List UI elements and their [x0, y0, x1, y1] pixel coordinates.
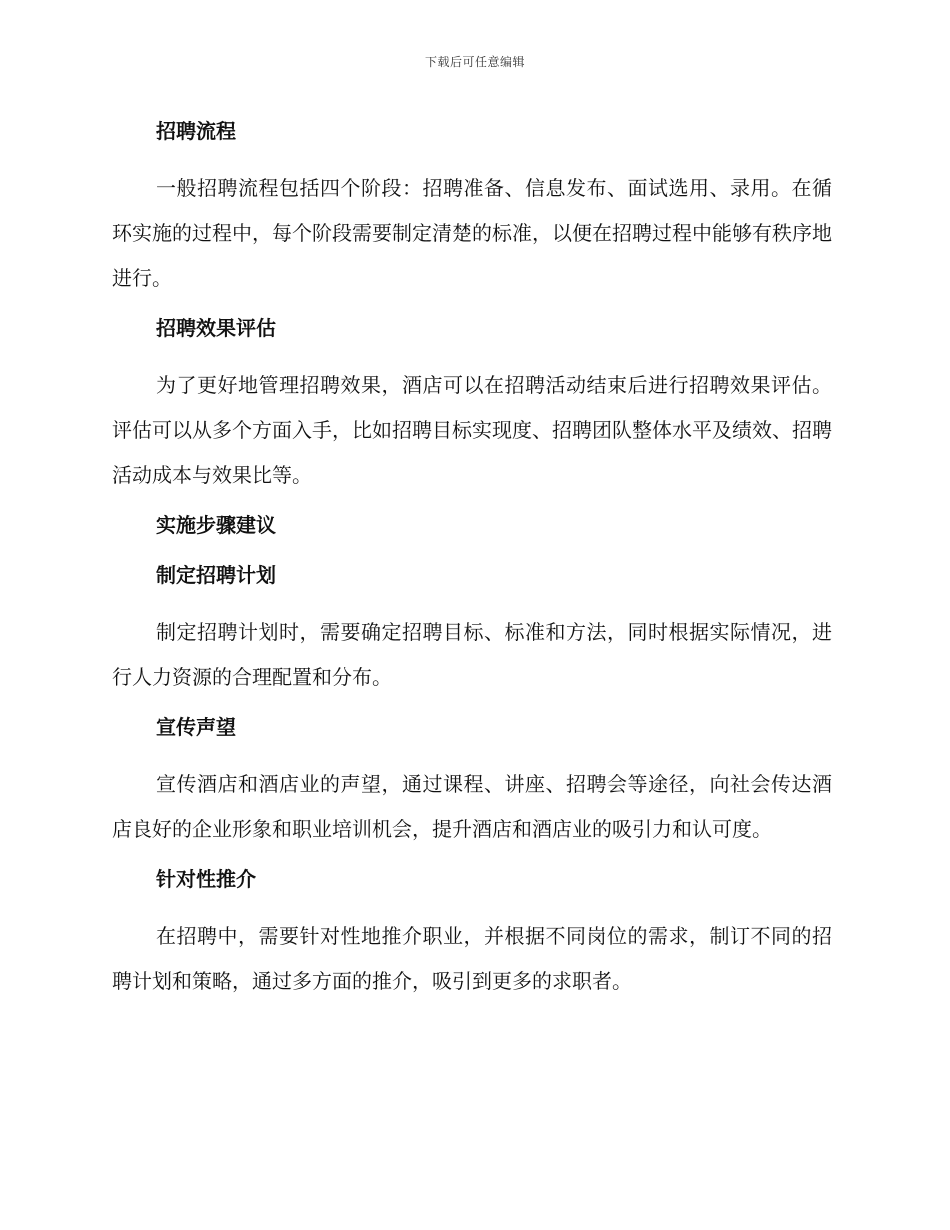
- section-paragraph-recruitment-plan: 制定招聘计划时，需要确定招聘目标、标准和方法，同时根据实际情况，进行人力资源的合理配置和分布。: [112, 620, 832, 689]
- section-paragraph-reputation: 宣传酒店和酒店业的声望，通过课程、讲座、招聘会等途径，向社会传达酒店良好的企业形象和职业培训机会，提升酒店和酒店业的吸引力和认可度。: [112, 772, 832, 841]
- section-paragraph-recruitment-process: 一般招聘流程包括四个阶段：招聘准备、信息发布、面试选用、录用。在循环实施的过程中，每个阶段需要制定清楚的标准，以便在招聘过程中能够有秩序地进行。: [112, 176, 832, 290]
- section-heading-recruitment-process: 招聘流程: [156, 119, 236, 143]
- section-heading-reputation: 宣传声望: [156, 715, 236, 739]
- page-header: 下载后可任意编辑: [424, 55, 525, 69]
- document-body: [112, 110, 832, 1016]
- section-paragraph-targeted-promotion: 在招聘中，需要针对性地推介职业，并根据不同岗位的需求，制订不同的招聘计划和策略，通过多方面的推介，吸引到更多的求职者。: [112, 924, 832, 993]
- section-paragraph-recruitment-evaluation: 为了更好地管理招聘效果，酒店可以在招聘活动结束后进行招聘效果评估。评估可以从多个方面入手，比如招聘目标实现度、招聘团队整体水平及绩效、招聘活动成本与效果比等。: [112, 373, 832, 487]
- section-heading-targeted-promotion: 针对性推介: [156, 867, 256, 891]
- section-heading-recruitment-evaluation: 招聘效果评估: [156, 316, 276, 340]
- section-heading-implementation-steps: 实施步骤建议: [156, 513, 276, 537]
- section-heading-recruitment-plan: 制定招聘计划: [156, 563, 276, 587]
